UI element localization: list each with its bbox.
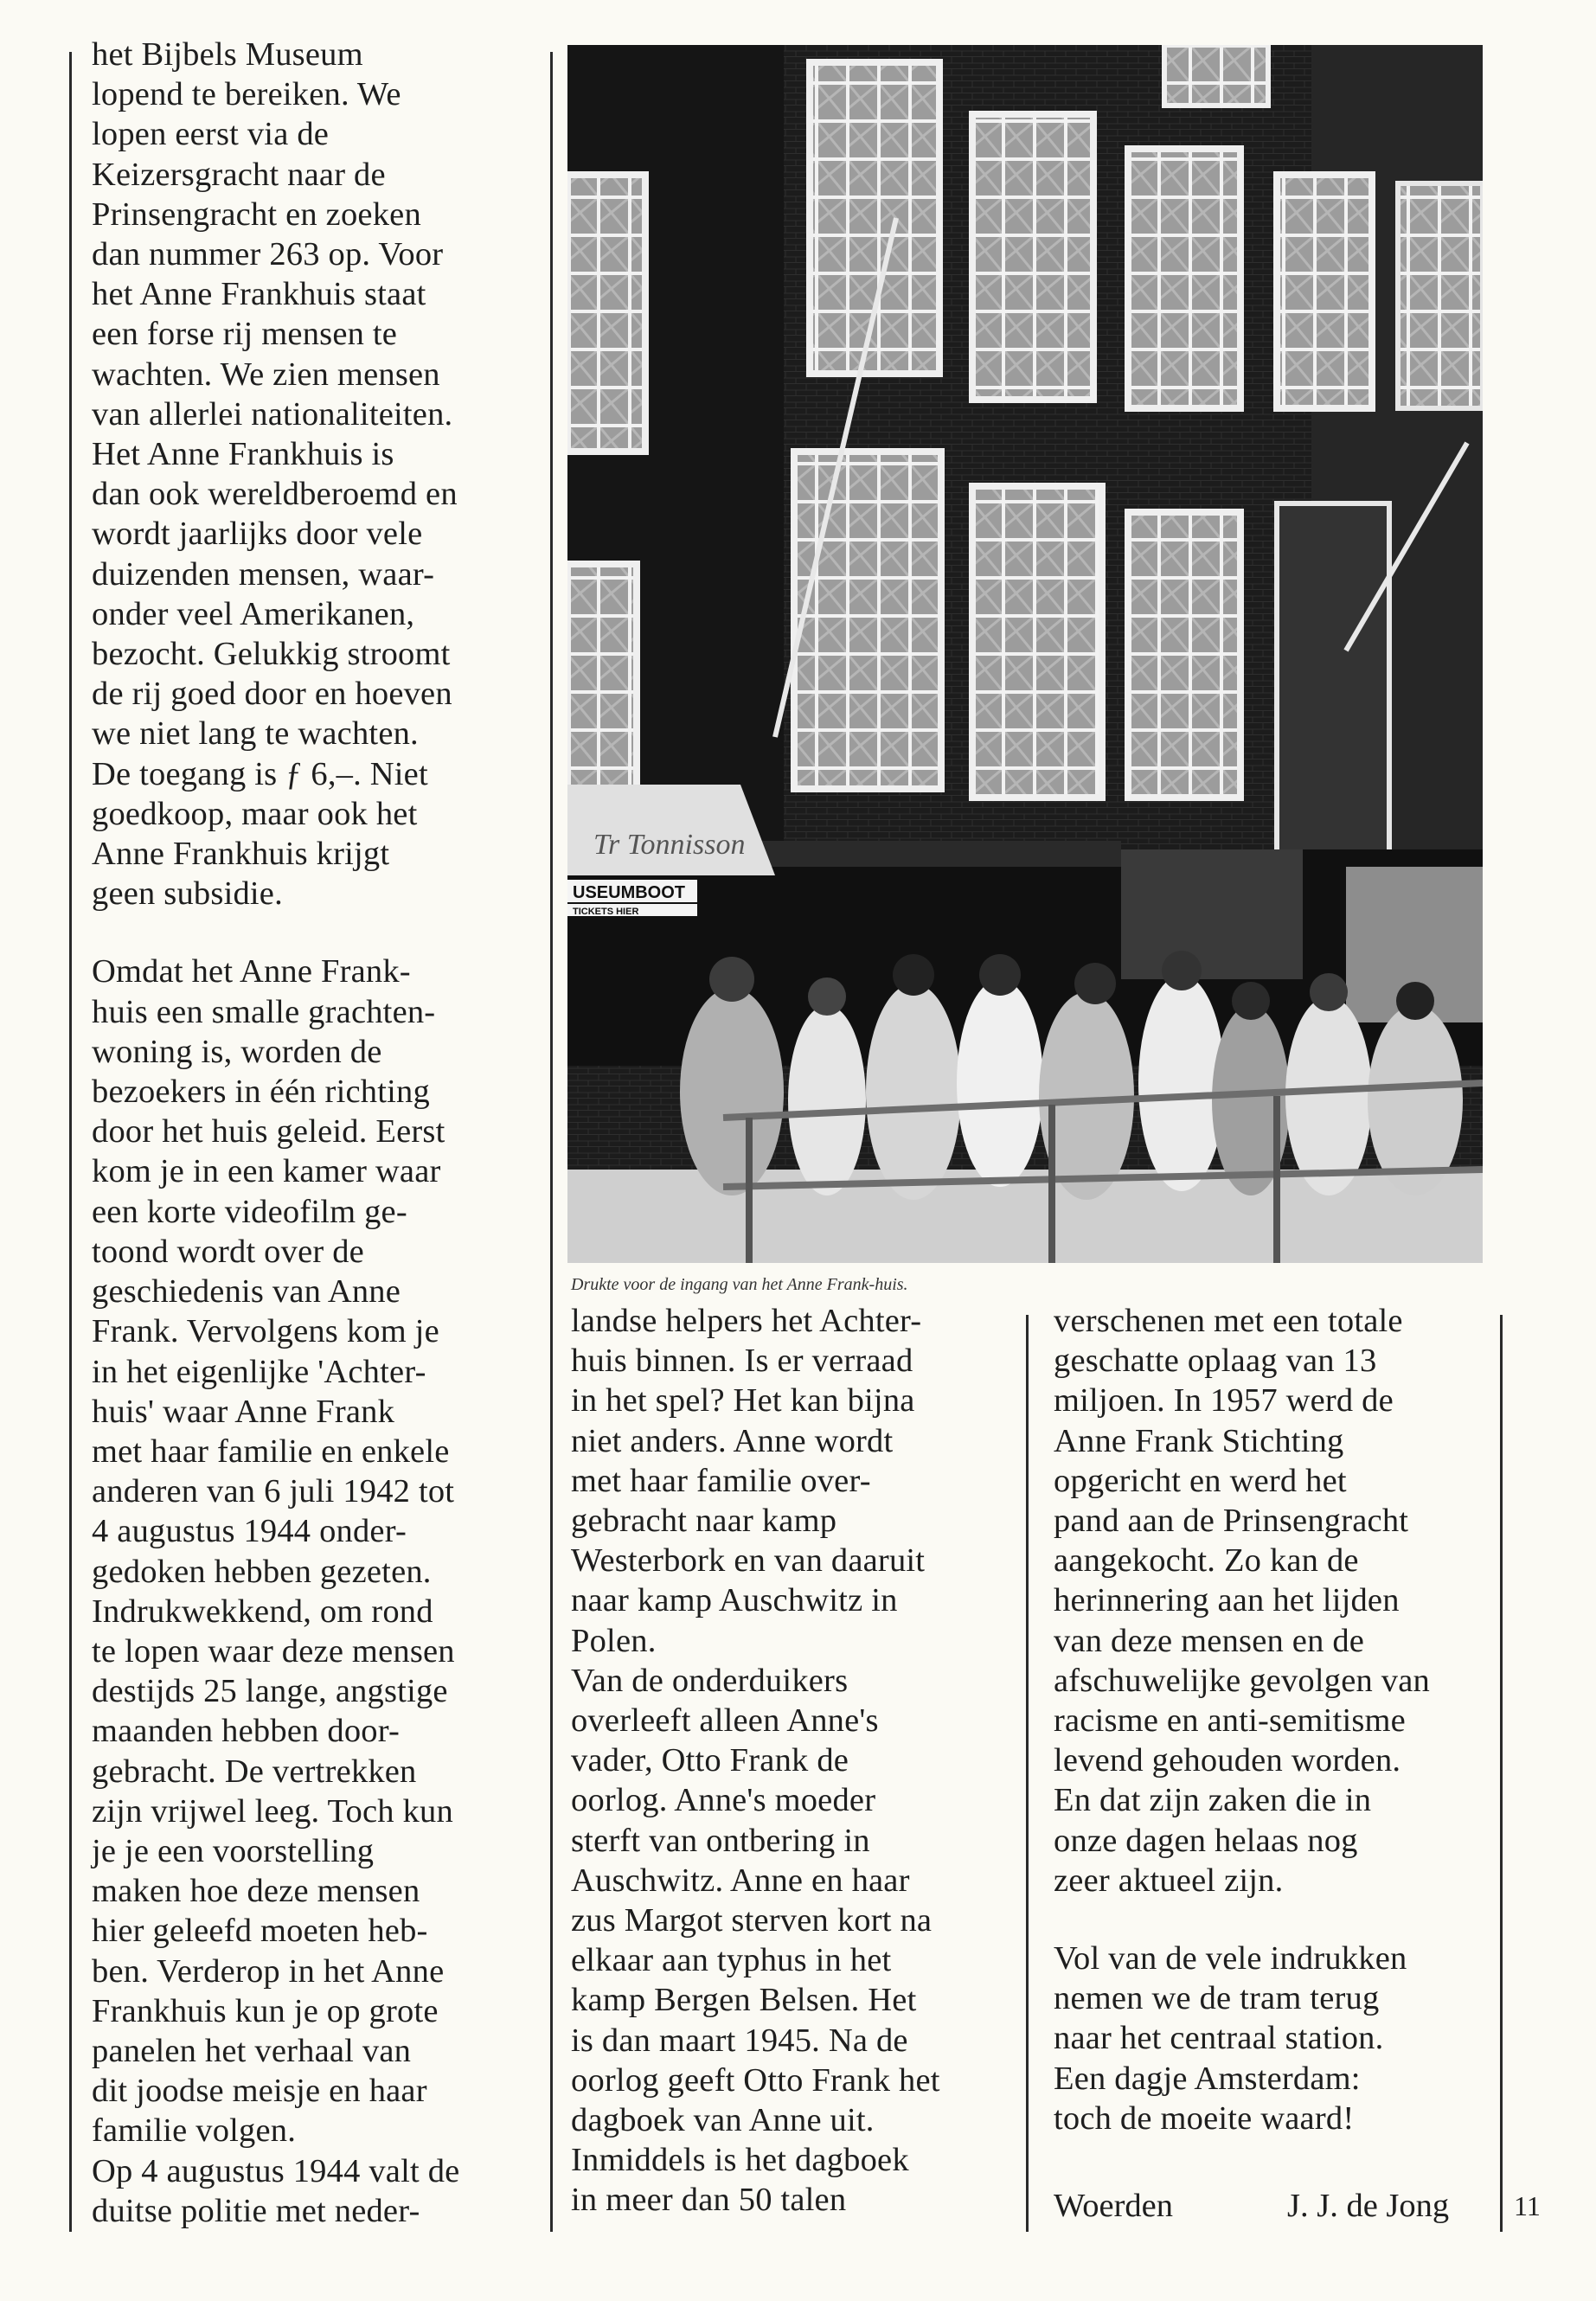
- tickets-sign: TICKETS HIER: [573, 907, 639, 917]
- middle-paragraph-2: Van de onderduikers overleeft alleen Anne's vader, Otto Frank de oorlog. Anne's moeder sterft van ontbering in Auschwitz. Anne en haar zus Margot sterven kort na elkaar aan typhus in het kamp Bergen Belsen. Het is dan maart 1945. Na de oorlog geeft Otto Frank het dagboek van Anne uit. Inmiddels is het dagboek in meer dan 50 talen: [571, 1662, 940, 2219]
- right-paragraph-2: Vol van de vele indrukken nemen we de tram terug naar het centraal station. Een dagje Amsterdam: toch de moeite waard!: [1054, 1940, 1407, 2137]
- left-column-rule: [69, 52, 72, 2232]
- footer-place: Woerden: [1054, 2188, 1174, 2224]
- building-queue-illustration: [567, 45, 1483, 1263]
- middle-paragraph-1: landse helpers het Achter- huis binnen. Is er verraad in het spel? Het kan bijna niet anders. Anne wordt met haar familie over- gebracht naar kamp Westerbork en van daaruit naar kamp Auschwitz in Polen.: [571, 1303, 926, 1659]
- left-paragraph-1: het Bijbels Museum lopend te bereiken. We lopen eerst via de Keizersgracht naar de Prinsengracht en zoeken dan nummer 263 op. Voor het Anne Frankhuis staat een forse rij mensen te wachten. We zien mensen van allerlei nationaliteiten. Het Anne Frankhuis is dan ook wereldberoemd en wordt jaarlijks door vele duizenden mensen, waar- onder veel Amerikanen, bezocht. Gelukkig stroomt de rij goed door en hoeven we niet lang te wachten. De toegang is ƒ 6,–. Niet goedkoop, maar ook het Anne Frankhuis krijgt geen subsidie.: [92, 36, 458, 913]
- page-number: 11: [1514, 2190, 1541, 2221]
- middle-column: [571, 1301, 940, 2221]
- awning-text: Tr Tonnisson: [593, 829, 746, 861]
- museumboot-sign: USEUMBOOT: [573, 883, 685, 902]
- left-paragraph-2: Omdat het Anne Frank- huis een smalle grachten- woning is, worden de bezoekers in één richting door het huis geleid. Eerst kom je in een kamer waar een korte videofilm ge- toond wordt over de geschiedenis van Anne Frank. Vervolgens kom je in het eigenlijke 'Achter- huis' waar Anne Frank met haar familie en enkele anderen van 6 juli 1942 tot 4 augustus 1944 onder- gedoken hebben gezeten. Indrukwekkend, om rond te lopen waar deze mensen destijds 25 lange, angstige maanden hebben door- gebracht. De vertrekken zijn vrijwel leeg. Toch kun je je een voorstelling maken hoe deze mensen hier geleefd moeten heb- ben. Verderop in het Anne Frankhuis kun je op grote panelen het verhaal van dit joodse meisje en haar familie volgen.: [92, 953, 455, 2150]
- right-paragraph-1: verschenen met een totale geschatte oplaag van 13 miljoen. In 1957 werd de Anne Frank Stichting opgericht en werd het pand aan de Prinsengracht aangekocht. Zo kan de herinnering aan het lijden van deze mensen en de afschuwelijke gevolgen van racisme en anti-semitisme levend gehouden worden. En dat zijn zaken die in onze dagen helaas nog zeer aktueel zijn.: [1054, 1303, 1430, 1899]
- left-paragraph-3: Op 4 augustus 1944 valt de duitse politie met neder-: [92, 2152, 460, 2229]
- left-column: [92, 35, 459, 2231]
- page-edge-rule: [1500, 1315, 1503, 2232]
- right-column-rule: [1026, 1315, 1029, 2232]
- photo-caption: Drukte voor de ingang van het Anne Frank-huis.: [571, 1275, 908, 1294]
- footer-author: J. J. de Jong: [1287, 2188, 1450, 2224]
- anne-frankhuis-photo: [567, 45, 1483, 1263]
- middle-column-rule: [550, 52, 553, 2232]
- right-column: [1054, 1301, 1430, 2138]
